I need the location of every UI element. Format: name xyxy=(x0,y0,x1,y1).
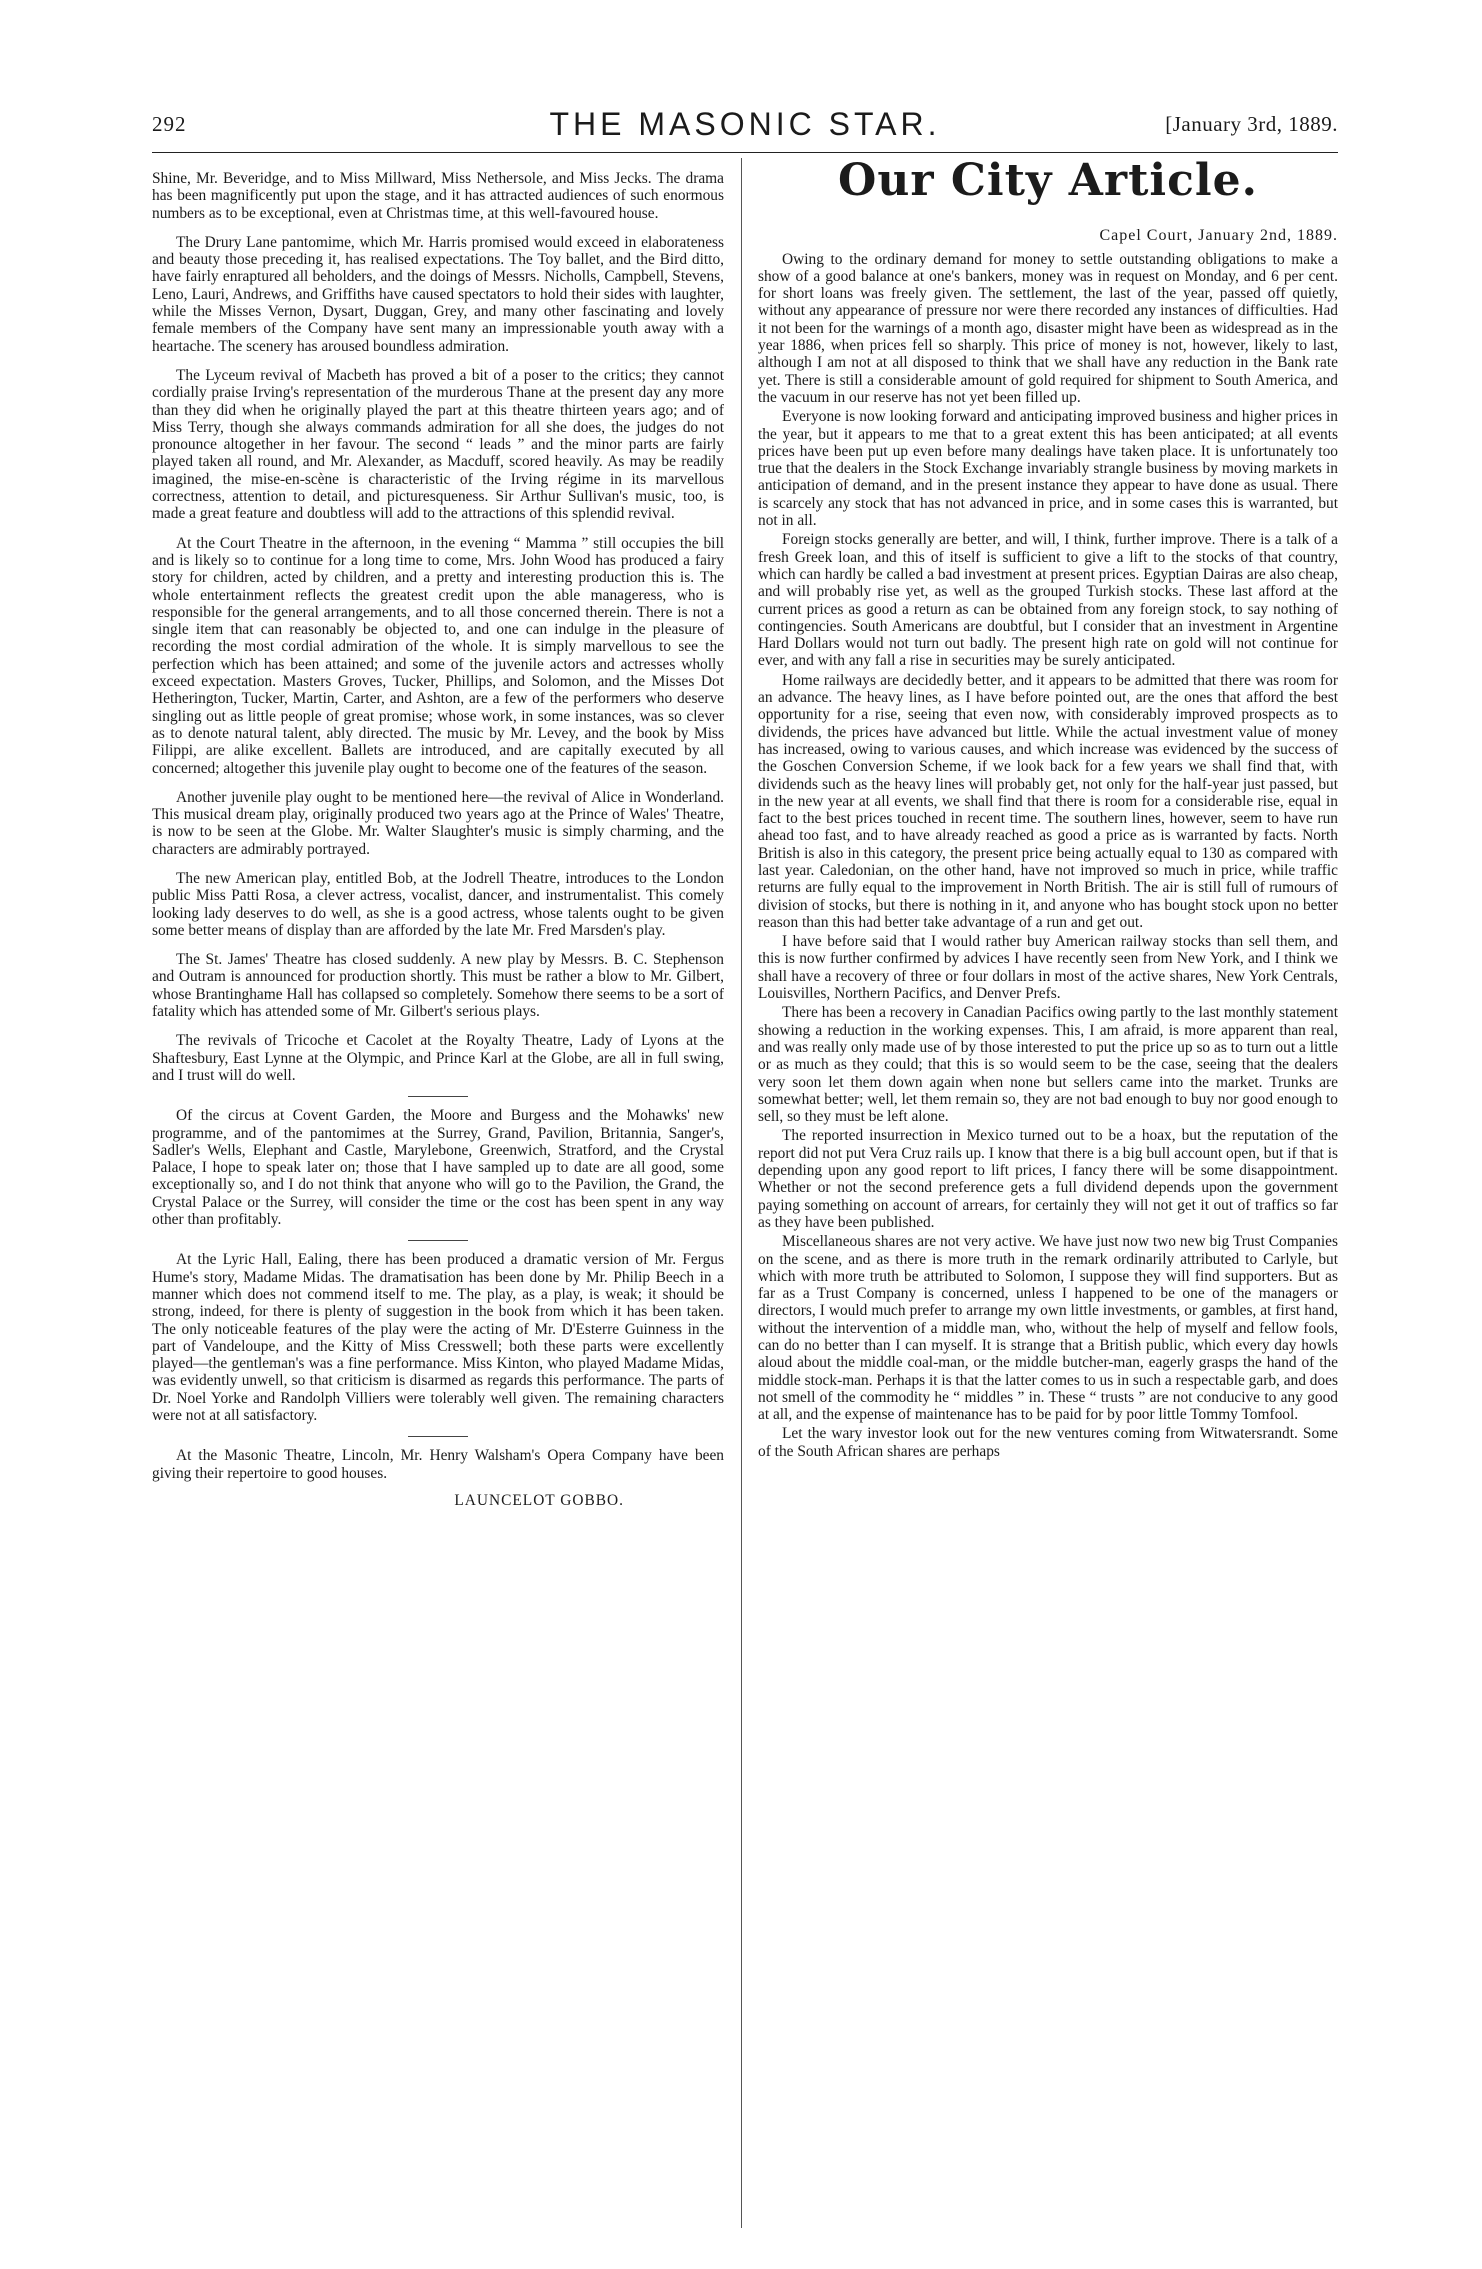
paragraph-witwatersrandt: Let the wary investor look out for the new ventures coming from Witwatersrandt. Some of the South African shares are perhaps xyxy=(758,1425,1338,1460)
section-title: Our City Article. xyxy=(838,155,1258,206)
dateline: Capel Court, January 2nd, 1889. xyxy=(1099,227,1338,245)
paragraph-masonic-theatre: At the Masonic Theatre, Lincoln, Mr. Henry Walsham's Opera Company have been giving their repertoire to good houses. xyxy=(152,1447,724,1482)
right-column xyxy=(758,155,1339,1462)
left-column xyxy=(152,170,724,1509)
paragraph-money-market: Owing to the ordinary demand for money to settle outstanding obligations to make a show of a good balance at one's bankers, money was in request on Monday, and 6 per cent. for short loans was freely given. The settlement, the last of the year, passed off quietly, without any appearance of pressure nor were there recorded any instances of difficulties. Had it not been for the warnings of a month ago, disaster might have been as widespread as in the year 1886, when prices fell so sharply. This price of money is not, however, likely to last, although I am not at all disposed to think that we shall have any reduction in the Bank rate yet. There is still a considerable amount of gold required for shipment to South America, and the vacuum in our reserve has not yet been filled up. xyxy=(758,250,1338,406)
paragraph-bob: The new American play, entitled Bob, at the Jodrell Theatre, introduces to the London public Miss Patti Rosa, a clever actress, vocalist, dancer, and instrumentalist. This comely looking lady deserves to do well, as she is a good actress, whose talents ought to be given some better means of display than are afforded by the late Mr. Fred Marsden's play. xyxy=(152,869,724,939)
issue-date: [January 3rd, 1889. xyxy=(1165,112,1338,136)
column-divider xyxy=(741,158,742,2228)
paragraph-foreign-stocks: Foreign stocks generally are better, and will, I think, further improve. There is a talk of a fresh Greek loan, and this of itself is sufficient to give a lift to the stocks of that country, which can hardly be called a bad investment at present prices. Egyptian Dairas are also cheap, and will probably rise yet, as well as the grouped Turkish stocks. These last afford at the current prices as good a return as can be obtained from any foreign stock, to say nothing of contingencies. South Americans are doubtful, but I consider that an investment in Argentine Hard Dollars would not turn out badly. The present high rate on gold will not continue for ever, and with any fall a rise in securities may be surely anticipated. xyxy=(758,531,1338,670)
paragraph-home-railways: Home railways are decidedly better, and it appears to be admitted that there was room for an advance. The heavy lines, as I have before pointed out, are the ones that afford the best opportunity for a rise, seeing that even now, with considerably improved prospects as to dividends, the prices have advanced but little. While the actual investment value of money has increased, owing to various causes, and which increase was evidenced by the success of the Goschen Conversion Scheme, if we look back for a few years we shall find that, with dividends such as the heavy lines will probably get, not only for the half-year just passed, but in the new year at all events, we shall find that there is room for a considerable rise, equal in fact to the best prices touched in recent time. The southern lines, however, seem to have run ahead too fast, and to have already reached as good a price as is warranted by facts. North British is also in this category, the present price being actually equal to 130 as compared with last year. Caledonian, on the other hand, have not improved so much in price, while traffic returns are fully equal to the improvement in North British. The air is still full of rumours of division of stocks, but there is nothing in it, and anyone who has bought stock upon no better reason than this had better take advantage of a run and get out. xyxy=(758,671,1338,931)
paragraph-revivals: The revivals of Tricoche et Cacolet at the Royalty Theatre, Lady of Lyons at the Shaftesbury, East Lynne at the Olympic, and Prince Karl at the Globe, are all in full swing, and I trust will do well. xyxy=(152,1032,724,1084)
paragraph-canadian-pacifics: There has been a recovery in Canadian Pacifics owing partly to the last monthly statement showing a reduction in the working expenses. This, I am afraid, is more apparent than real, and was really only made use of by those interested to put the price up so as to turn out a little or as much as they could; that this is so would seem to be the case, seeing that the dealers very soon let them down again when none but sellers came into the market. Trunks are somewhat better; well, let them remain so, they are not bad enough to buy nor good enough to sell, so they must be left alone. xyxy=(758,1004,1339,1126)
paragraph-theatre-1: Shine, Mr. Beveridge, and to Miss Millward, Miss Nethersole, and Miss Jecks. The drama has been magnificently put upon the stage, and it has attracted audiences of such enormous numbers as to be exceptional, even at Christmas time, at this well-favoured house. xyxy=(152,170,724,222)
paragraph-mexico: The reported insurrection in Mexico turned out to be a hoax, but the reputation of the report did not put Vera Cruz rails up. I know that there is a big bull account open, but if that is depending upon any good report to lift prices, I fancy there will be some disappointment. Whether or not the second preference gets a full dividend depends upon the government paying something on account of arrears, for certainly they will not get it out of traffics so far as they have been published. xyxy=(758,1127,1338,1231)
paragraph-lyric-hall: At the Lyric Hall, Ealing, there has been produced a dramatic version of Mr. Fergus Hume's story, Madame Midas. The dramatisation has been done by Mr. Philip Beech in a manner which does not commend itself to me. The play, as a play, is weak; it should be strong, indeed, for there is plenty of suggestion in the book from which it has been taken. The only noticeable features of the play were the acting of Mr. D'Esterre Guinness in the part of Vandeloupe, and the Kitty of Miss Cresswell; both these parts were excellently played—the gentleman's was a fine performance. Miss Kinton, who played Madame Midas, was evidently unwell, so that criticism is disarmed as regards this performance. The parts of Dr. Noel Yorke and Randolph Villiers were tolerably well given. The remaining characters were not at all satisfactory. xyxy=(152,1251,724,1424)
journal-title: THE MASONIC STAR. xyxy=(549,106,941,142)
page-number: 292 xyxy=(152,112,187,136)
paragraph-court-theatre: At the Court Theatre in the afternoon, in the evening “ Mamma ” still occupies the bill and is likely so to continue for a long time to come, Mrs. John Wood has produced a fairy story for children, acted by children, and a pretty and interesting production this is. The whole entertainment reflects the greatest credit upon the able manageress, who is responsible for the general arrangements, and to all those concerned therein. There is not a single item that can reasonably be objected to, and one can indulge in the pleasure of recording the most cordial admiration of the whole. It is simply marvellous to see the perfection which has been attained; and some of the juvenile actors and actresses wholly exceed expectation. Masters Groves, Tucker, Phillips, and Solomon, and the Misses Dot Hetherington, Tucker, Martin, Carter, and Ashton, are a few of the performers who deserve singling out as little people of great promise; whose work, in some instances, was so clever as to denote natural talent, ably directed. The music by Mr. Levey, and the book by Miss Filippi, are alike excellent. Ballets are introduced, and are capitally executed by all concerned; altogether this juvenile play ought to become one of the features of the season. xyxy=(152,534,724,777)
paragraph-circus: Of the circus at Covent Garden, the Moore and Burgess and the Mohawks' new programme, and of the pantomimes at the Surrey, Grand, Pavilion, Britannia, Sanger's, Sadler's Wells, Elephant and Castle, Marylebone, Greenwich, Stratford, and the Crystal Palace, I hope to speak later on; those that I have sampled up to date are all good, some exceptionally so, and I do not think that anyone who will go to the Pavilion, the Grand, the Crystal Palace or the Surrey, will consider the time or the cost has been spent in any way other than profitably. xyxy=(152,1107,724,1229)
paragraph-miscellaneous: Miscellaneous shares are not very active. We have just now two new big Trust Companies on the scene, and as there is more truth in the remark ordinarily attributed to Carlyle, but which with more truth be attributed to Solomon, I suppose they will find supporters. But as far as a Trust Company is concerned, unless I happened to be one of the managers or directors, I would much prefer to arrange my own little investments, or gambles, at first hand, without the intervention of a middle man, who, without the help of myself and fellow fools, can do no better than I can myself. It is strange that a British public, which every day howls aloud about the middle coal-man, or the middle butcher-man, eagerly grasps the hand of the middle stock-man. Perhaps it is that the latter comes to us in such a respectable garb, and does not smell of the commodity he “ middles ” in. These “ trusts ” are not conducive to any good at all, and the expense of maintenance has to be paid for by poor little Tommy Tomfool. xyxy=(758,1233,1338,1424)
header-rule xyxy=(152,152,1338,153)
section-rule xyxy=(408,1096,468,1097)
paragraph-drury-lane: The Drury Lane pantomime, which Mr. Harris promised would exceed in elaborateness and beauty those preceding it, has realised expectations. The Toy ballet, and the Bird ditto, have fairly enraptured all beholders, and the doings of Messrs. Nicholls, Campbell, Stevens, Leno, Lauri, Andrews, and Griffiths have caused spectators to hold their sides with laughter, while the Misses Vernon, Dysart, Duggan, Grey, and many other fascinating and lovely female members of the Company have sent many an impressionable youth away with a heartache. The scenery has aroused boundless admiration. xyxy=(152,233,724,355)
section-rule xyxy=(408,1240,468,1241)
paragraph-prices: Everyone is now looking forward and anticipating improved business and higher prices in the year, but it appears to me that to a great extent this has been anticipated; at all events prices have been put up even before many dealings have taken place. It is unfortunately too true that the dealers in the Stock Exchange invariably strangle business by moving markets in anticipation of demand, and in the present instance they appear to have done as usual. There is scarcely any stock that has not advanced in price, and in some cases this is warranted, but not in all. xyxy=(758,408,1338,530)
paragraph-alice: Another juvenile play ought to be mentioned here—the revival of Alice in Wonderland. This musical dream play, originally produced two years ago at the Prince of Wales' Theatre, is now to be seen at the Globe. Mr. Walter Slaughter's music is simply charming, and the characters are admirably portrayed. xyxy=(152,788,724,858)
author-signature: LAUNCELOT GOBBO. xyxy=(454,1491,624,1509)
paragraph-st-james: The St. James' Theatre has closed suddenly. A new play by Messrs. B. C. Stephenson and Outram is announced for production shortly. This must be rather a blow to Mr. Gilbert, whose Brantinghame Hall has collapsed so completely. Somehow there seems to be a sort of fatality which has attended some of Mr. Gilbert's serious plays. xyxy=(152,951,724,1021)
page-header xyxy=(152,106,1338,152)
section-rule xyxy=(408,1436,468,1437)
paragraph-lyceum: The Lyceum revival of Macbeth has proved a bit of a poser to the critics; they cannot cordially praise Irving's representation of the murderous Thane at the present day any more than they did when he originally played the part at this theatre thirteen years ago; and of Miss Terry, though she always commands admiration for all she does, the judges do not pronounce altogether in her favour. The second “ leads ” and the minor parts are fairly played taken all round, and Mr. Alexander, as Macduff, scored heavily. As may be readily imagined, the mise-en-scène is characteristic of the Irving régime in its marvellous correctness, attention to detail, and picturesqueness. Sir Arthur Sullivan's music, too, is made a great feature and doubtless will add to the attractions of this splendid revival. xyxy=(152,366,724,523)
paragraph-american-railways: I have before said that I would rather buy American railway stocks than sell them, and this is now further confirmed by advices I have recently seen from New York, and I think we shall have a recovery of three or four dollars in most of the active shares, New York Centrals, Louisvilles, Northern Pacifics, and Denver Prefs. xyxy=(758,933,1338,1003)
